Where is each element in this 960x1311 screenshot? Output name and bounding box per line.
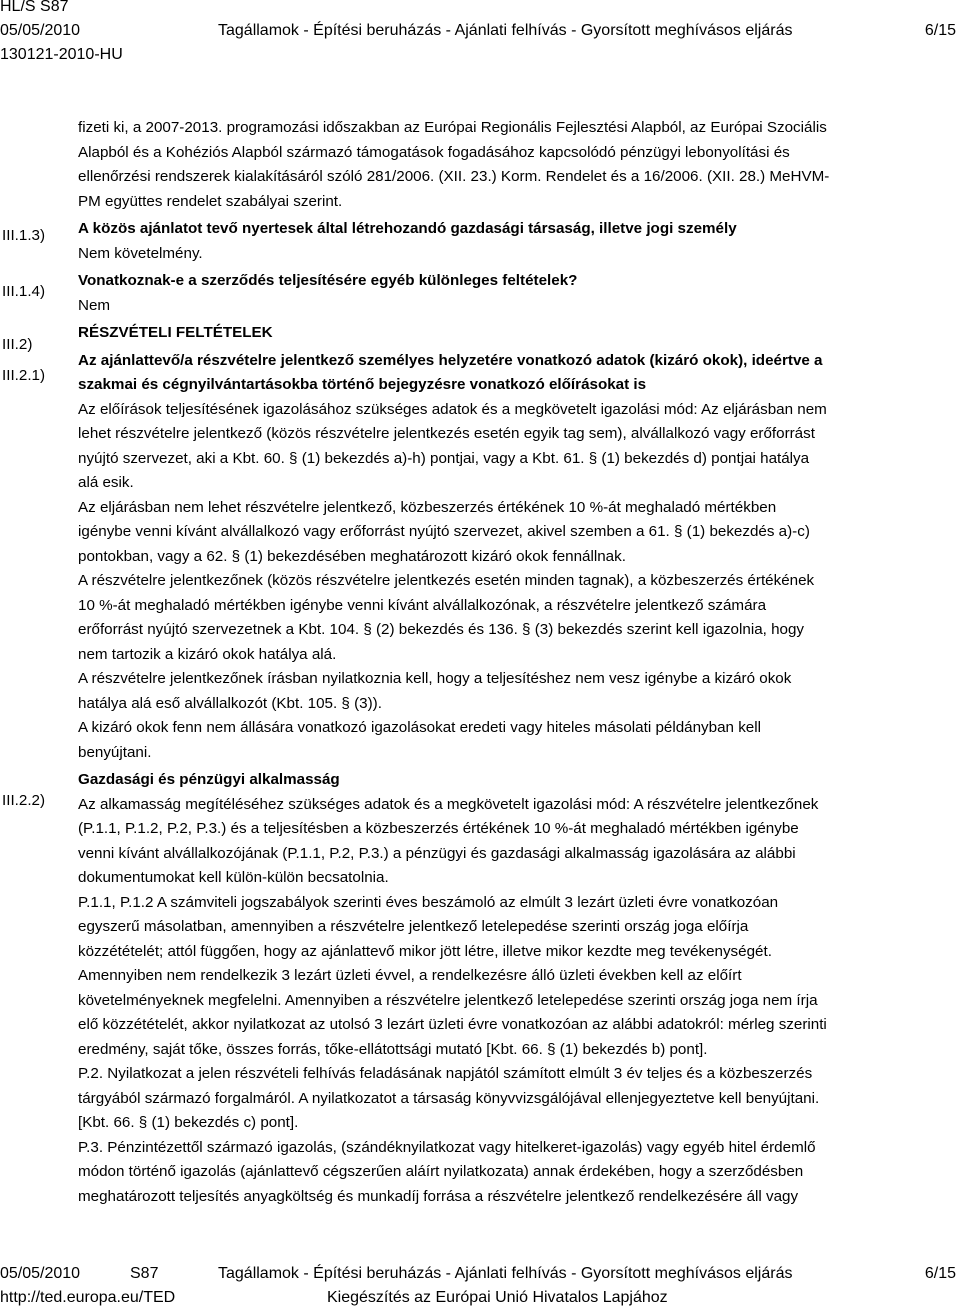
body-line: A részvételre jelentkezőnek (közös részvételre jelentkezés esetén minden tagnak), a közbeszerzés értékének: [78, 572, 815, 589]
header-reference: 130121-2010-HU: [0, 46, 123, 63]
body-line: közzétételét; attól függően, hogy az ajánlattevő mikor jött létre, illetve mikor kezdte meg tevékenységét.: [78, 942, 772, 960]
body-line: fizeti ki, a 2007-2013. programozási időszakban az Európai Regionális Fejlesztési Alapból, az Európai Szociális: [78, 119, 827, 136]
section-answer-special-conditions: Nem: [78, 296, 111, 314]
body-line: pontokban, vagy a 62. § (1) bekezdésében meghatározott kizáró okok fennállnak.: [78, 547, 626, 565]
section-label-iii-2-1: III.2.1): [2, 367, 46, 384]
body-line: meghatározott teljesítés anyagköltség és munkadíj forrása a részvételre jelentkező rendelkezésére áll vagy: [78, 1187, 799, 1205]
section-heading-personal-situation: Az ajánlattevő/a részvételre jelentkező személyes helyzetére vonatkozó adatok (kizáró okok), ideértve a: [78, 351, 823, 369]
section-heading-participation-conditions: RÉSZVÉTELI FELTÉTELEK: [78, 324, 273, 341]
body-line: nem tartozik a kizáró okok hatálya alá.: [78, 645, 337, 663]
body-line: PM együttes rendelet szabályai szerint.: [78, 192, 343, 210]
section-heading-economic-standing: Gazdasági és pénzügyi alkalmasság: [78, 771, 340, 788]
body-line: alá esik.: [78, 474, 134, 491]
page-footer: [0, 1263, 960, 1311]
header-title: Tagállamok - Építési beruházás - Ajánlati felhívás - Gyorsított meghívásos eljárás: [218, 22, 793, 39]
document-body: [78, 116, 954, 1209]
footer-supplement: Kiegészítés az Európai Unió Hivatalos Lapjához: [327, 1289, 668, 1306]
section-label-iii-2: III.2): [2, 336, 33, 353]
body-line: Az alkamasság megítéléséhez szükséges adatok és a megkövetelt igazolási mód: A részvételre jelentkezőnek: [78, 795, 819, 813]
page-header: [0, 0, 960, 66]
body-line: benyújtani.: [78, 743, 152, 761]
body-line: hatálya alá eső alvállalkozót (Kbt. 105. § (3)).: [78, 694, 382, 712]
body-line: erőforrást nyújtó szervezetnek a Kbt. 104. § (2) bekezdés és 136. § (3) bekezdés szerint kell igazolnia, hogy: [78, 621, 805, 638]
header-date: 05/05/2010: [0, 22, 81, 39]
section-label-iii-1-4: III.1.4): [2, 283, 46, 300]
body-line: dokumentumokat kell külön-külön becsatolnia.: [78, 869, 389, 886]
header-page-number: 6/15: [924, 22, 956, 39]
section-label-iii-1-3: III.1.3): [2, 227, 46, 244]
body-line: 10 %-át meghaladó mértékben igénybe venni kívánt alvállalkozónak, a részvételre jelentkező számára: [78, 596, 767, 614]
section-heading-special-conditions: Vonatkoznak-e a szerződés teljesítésére egyéb különleges feltételek?: [78, 272, 578, 289]
body-line: Az eljárásban nem lehet részvételre jelentkező, közbeszerzés értékének 10 %-át meghaladó mértékben: [78, 498, 777, 516]
body-line: (P.1.1, P.1.2, P.2, P.3.) és a teljesítésben a közbeszerzés értékének 10 %-át meghaladó mértékben igénybe: [78, 820, 799, 837]
body-line: A részvételre jelentkezőnek írásban nyilatkoznia kell, hogy a teljesítéshez nem vesz igénybe a kizáró okok: [78, 670, 792, 687]
footer-title: Tagállamok - Építési beruházás - Ajánlati felhívás - Gyorsított meghívásos eljárás: [218, 1265, 793, 1282]
footer-date: 05/05/2010: [0, 1265, 81, 1282]
section-heading-personal-situation: szakmai és cégnyilvántartásokba történő bejegyzésre vonatkozó előírásokat is: [78, 376, 647, 393]
body-line: Amennyiben nem rendelkezik 3 lezárt üzleti évvel, a rendelkezésre álló üzleti években kell az előírt: [78, 967, 742, 984]
body-line: P.1.1, P.1.2 A számviteli jogszabályok szerinti éves beszámoló az elmúlt 3 lezárt üzleti évre vonatkozóan: [78, 893, 779, 911]
footer-page-number: 6/15: [924, 1265, 956, 1282]
body-line: nyújtó szervezet, aki a Kbt. 60. § (1) bekezdés a)-h) pontjai, vagy a Kbt. 61. § (1) bekezdés d) pontjai hatálya: [78, 449, 810, 467]
body-line: egyszerű másolatban, amennyiben a részvételre jelentkező letelepedése szerinti ország joga előírja: [78, 918, 749, 935]
body-line: lehet részvételre jelentkező (közös részvételre jelentkezés esetén egyik tag sem), alvállalkozó vagy erőforrást: [78, 425, 815, 442]
section-heading-joint-bid: A közös ajánlatot tevő nyertesek által létrehozandó gazdasági társaság, illetve jogi személy: [78, 220, 737, 237]
section-label-iii-2-2: III.2.2): [2, 792, 46, 809]
body-line: tárgyából származó forgalmáról. A nyilatkozatot a társaság könyvvizsgálójával ellenjegyeztetve kell benyújtani.: [78, 1089, 820, 1107]
header-series: HL/S S87: [0, 0, 69, 15]
body-line: ellenőrzési rendszerek kialakításáról szóló 281/2006. (XII. 23.) Korm. Rendelet és a 16/2006. (XII. 28.) MeHVM-: [78, 168, 830, 185]
footer-code: S87: [130, 1265, 159, 1282]
body-line: [Kbt. 66. § (1) bekezdés c) pont].: [78, 1114, 299, 1131]
body-line: venni kívánt alvállalkozójának (P.1.1, P.2, P.3.) a pénzügyi és gazdasági alkalmasság igazolására az alábbi: [78, 844, 796, 862]
body-line: A kizáró okok fenn nem állására vonatkozó igazolásokat eredeti vagy hiteles másolati példányban kell: [78, 719, 761, 736]
body-line: igénybe venni kívánt alvállalkozó vagy erőforrást nyújtó szervezet, akivel szemben a 61. § (1) bekezdés a)-c): [78, 523, 810, 540]
section-answer-joint-bid: Nem követelmény.: [78, 244, 203, 262]
body-line: módon történő igazolás (ajánlattevő cégszerűen aláírt nyilatkozata) annak érdekében, hogy a szerződésben: [78, 1163, 804, 1180]
body-line: Az előírások teljesítésének igazolásához szükséges adatok és a megkövetelt igazolási mód: Az eljárásban nem: [78, 400, 827, 418]
body-line: követelményeknek megfelelni. Amennyiben a részvételre jelentkező letelepedése szerinti ország joga nem írja: [78, 991, 818, 1009]
body-line: P.2. Nyilatkozat a jelen részvételi felhívás feladásának napjától számított elmúlt 3 év teljes és a közbeszerzés: [78, 1065, 813, 1082]
body-line: elő közzétételét, akkor nyilatkozat az utolsó 3 lezárt üzleti évre vonatkozóan az alábbi adatokról: mérleg szerinti: [78, 1016, 827, 1033]
body-line: P.3. Pénzintézettől származó igazolás, (szándéknyilatkozat vagy hitelkeret-igazolás) vagy egyéb hitel érdemlő: [78, 1138, 816, 1156]
body-line: eredmény, saját tőke, összes forrás, tőke-ellátottsági mutató [Kbt. 66. § (1) bekezdés b) pont].: [78, 1040, 708, 1058]
footer-url-link[interactable]: http://ted.europa.eu/TED: [0, 1289, 176, 1306]
body-line: Alapból és a Kohéziós Alapból származó támogatások fogadásához kapcsolódó pénzügyi lebonyolítási és: [78, 143, 790, 161]
